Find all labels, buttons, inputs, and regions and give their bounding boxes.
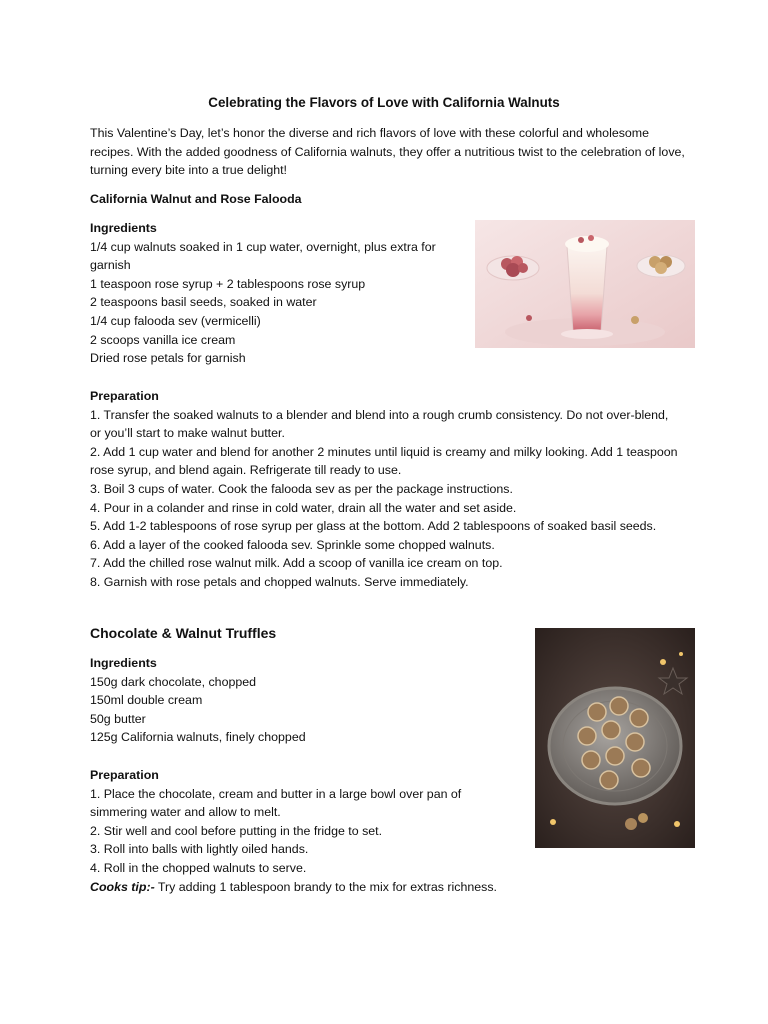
intro-paragraph: This Valentine’s Day, let’s honor the diverse and rich flavors of love with these colorful and wholesome recipes. With the added goodness of California walnuts, they offer a nutritious twist to the celebration of love, turning every bite into a true delight! (90, 126, 685, 178)
recipe2-preparation (90, 766, 510, 896)
recipe1-step: 2. Add 1 cup water and blend for another 2 minutes until liquid is creamy and milky looking. Add 1 teaspoon rose syrup, and blend again. Refrigerate till ready to use. (90, 444, 678, 478)
cooks-tip (90, 878, 510, 897)
recipe1-step: 6. Add a layer of the cooked falooda sev. Sprinkle some chopped walnuts. (90, 537, 495, 552)
recipe1-step: 7. Add the chilled rose walnut milk. Add a scoop of vanilla ice cream on top. (90, 556, 503, 571)
recipe2-ingredient: 50g butter (90, 711, 146, 726)
recipe2-step: 2. Stir well and cool before putting in the fridge to set. (90, 823, 383, 838)
recipe2-title: Chocolate & Walnut Truffles (90, 625, 277, 641)
page-title: Celebrating the Flavors of Love with California Walnuts (208, 95, 560, 110)
recipe2-step: 4. Roll in the chopped walnuts to serve. (90, 860, 307, 875)
recipe1-ingredients-heading: Ingredients (90, 221, 157, 235)
falooda-photo-icon (475, 220, 695, 348)
cooks-tip-text: Try adding 1 tablespoon brandy to the mix for extras richness. (154, 879, 498, 894)
recipe1-ingredient: 1 teaspoon rose syrup + 2 tablespoons rose syrup (90, 276, 366, 291)
recipe2-ingredient: 125g California walnuts, finely chopped (90, 730, 306, 745)
recipe2-preparation-heading: Preparation (90, 768, 159, 782)
recipe1-ingredient: 2 teaspoons basil seeds, soaked in water (90, 295, 317, 310)
recipe1-preparation-heading: Preparation (90, 389, 159, 403)
recipe1-step: 1. Transfer the soaked walnuts to a blender and blend into a rough crumb consistency. Do not over-blend, or you’ll start to make walnut butter. (90, 407, 669, 441)
recipe1-step: 3. Boil 3 cups of water. Cook the falooda sev as per the package instructions. (90, 481, 513, 496)
recipe2-step: 3. Roll into balls with lightly oiled hands. (90, 842, 309, 857)
recipe1-ingredient: 2 scoops vanilla ice cream (90, 332, 236, 347)
recipe1-title: California Walnut and Rose Falooda (90, 192, 302, 206)
recipe2-step: 1. Place the chocolate, cream and butter in a large bowl over pan of simmering water and allow to melt. (90, 786, 462, 820)
recipe2-ingredient: 150g dark chocolate, chopped (90, 674, 257, 689)
recipe1-ingredients (90, 219, 460, 368)
recipe1-preparation (90, 387, 680, 592)
recipe1-step: 4. Pour in a colander and rinse in cold water, drain all the water and set aside. (90, 500, 517, 515)
recipe2-ingredients-heading: Ingredients (90, 656, 157, 670)
recipe2-ingredients (90, 654, 490, 747)
recipe1-ingredient: 1/4 cup falooda sev (vermicelli) (90, 313, 261, 328)
recipe2-ingredient: 150ml double cream (90, 693, 203, 708)
truffles-photo-icon (535, 628, 695, 848)
recipe1-step: 5. Add 1-2 tablespoons of rose syrup per glass at the bottom. Add 2 tablespoons of soaked basil seeds. (90, 519, 657, 534)
recipe1-ingredient: 1/4 cup walnuts soaked in 1 cup water, overnight, plus extra for garnish (90, 239, 436, 273)
recipe1-ingredient: Dried rose petals for garnish (90, 351, 246, 366)
cooks-tip-label: Cooks tip:- (90, 879, 155, 894)
recipe1-step: 8. Garnish with rose petals and chopped walnuts. Serve immediately. (90, 574, 469, 589)
